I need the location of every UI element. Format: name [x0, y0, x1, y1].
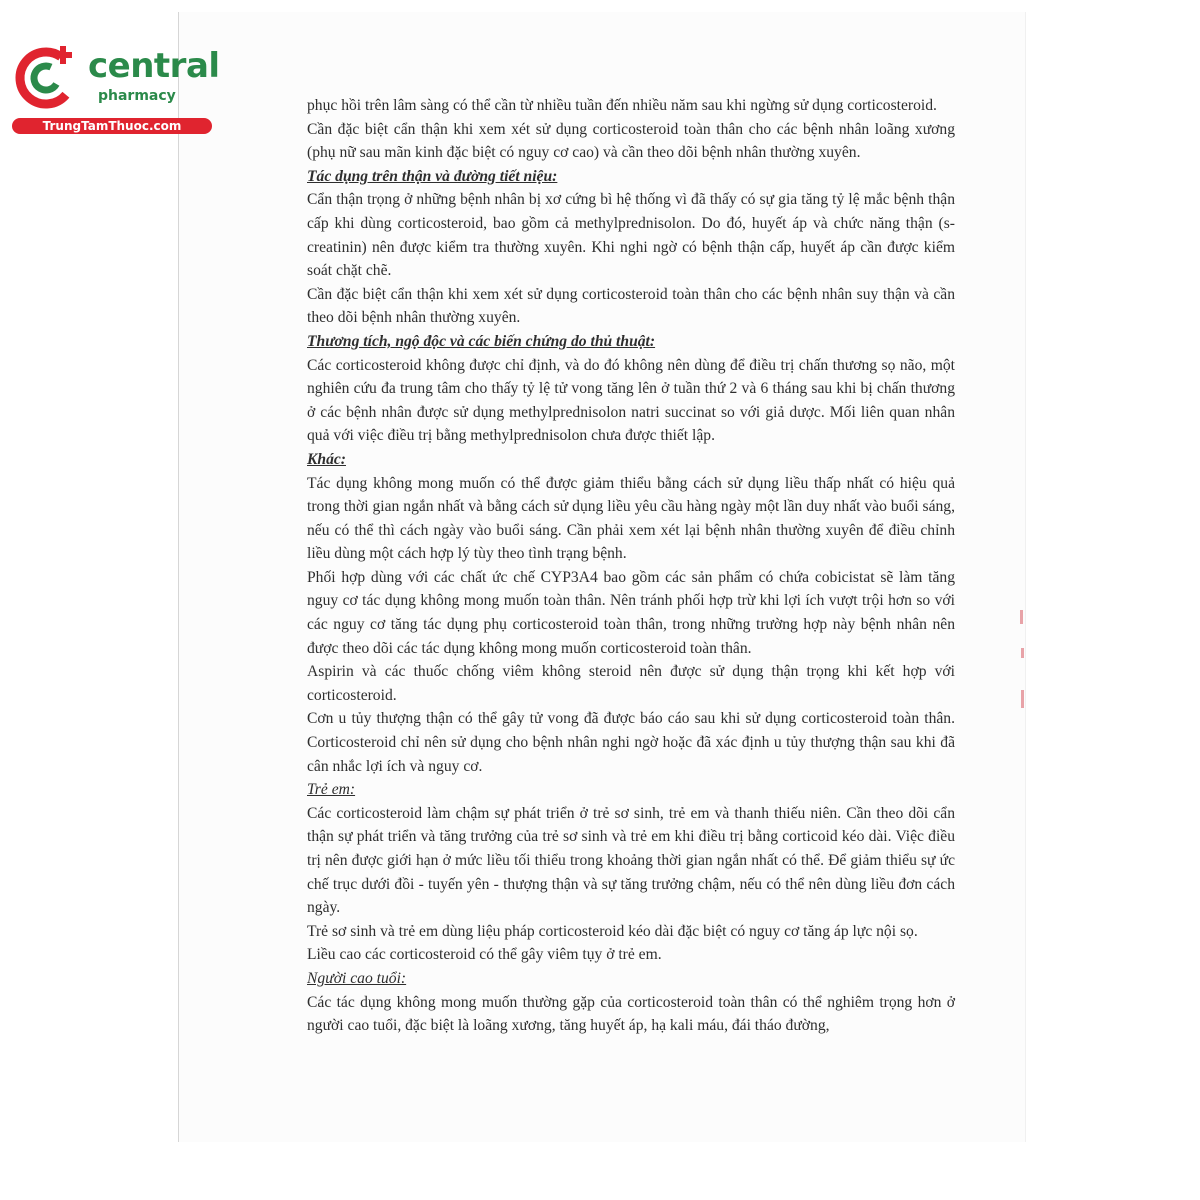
- paragraph: phục hồi trên lâm sàng có thể cần từ nhiều tuần đến nhiều năm sau khi ngừng sử dụng corticosteroid.: [307, 97, 937, 114]
- edge-artifact: [1020, 610, 1023, 624]
- document-body: [307, 94, 955, 1038]
- section-heading: Trẻ em:: [307, 781, 356, 799]
- section-heading: Tác dụng trên thận và đường tiết niệu:: [307, 167, 558, 185]
- brand-subtitle: pharmacy: [98, 88, 176, 104]
- paragraph: Các tác dụng không mong muốn thường gặp của corticosteroid toàn thân có thể nghiêm trọng hơn ở người cao tuổi, đặc biệt là loãng xương, tăng huyết áp, hạ kali máu, đái tháo đường,: [307, 993, 955, 1035]
- edge-artifact: [1021, 648, 1024, 658]
- paragraph: Cơn u tủy thượng thận có thể gây tử vong đã được báo cáo sau khi sử dụng corticosteroid toàn thân. Corticosteroid chỉ nên sử dụng cho bệnh nhân nghi ngờ hoặc đã xác định u tủy thượng thận sau khi đã cân nhắc lợi ích và nguy cơ.: [307, 710, 955, 775]
- paragraph: Tác dụng không mong muốn có thể được giảm thiểu bằng cách sử dụng liều thấp nhất có hiệu quả trong thời gian ngắn nhất và bằng cách sử dụng liều yêu cầu hàng ngày một lần duy nhất vào buổi sáng, nếu có thể thì cách ngày vào buổi sáng. Cần phải xem xét lại bệnh nhân thường xuyên để điều chỉnh liều dùng một cách hợp lý tùy theo tình trạng bệnh.: [307, 474, 955, 563]
- paragraph: Cần đặc biệt cẩn thận khi xem xét sử dụng corticosteroid toàn thân cho các bệnh nhân loãng xương (phụ nữ sau mãn kinh đặc biệt có nguy cơ cao) và cần theo dõi bệnh nhân thường xuyên.: [307, 120, 955, 162]
- edge-artifact: [1021, 690, 1024, 708]
- paragraph: Liều cao các corticosteroid có thể gây viêm tụy ở trẻ em.: [307, 946, 662, 964]
- section-heading: Khác:: [307, 450, 346, 468]
- brand-website-badge: TrungTamThuoc.com: [12, 118, 212, 134]
- brand-name: central: [88, 46, 220, 86]
- paragraph: Các corticosteroid không được chỉ định, và do đó không nên dùng để điều trị chấn thương sọ não, một nghiên cứu đa trung tâm cho thấy tỷ lệ tử vong tăng lên ở tuần thứ 2 và 6 tháng sau khi bị chấn thương ở các bệnh nhân được sử dụng methylprednisolon natri succinat so với giả dược. Mối liên quan nhân quả với việc điều trị bằng methylprednisolon chưa được thiết lập.: [307, 356, 955, 445]
- section-heading: Thương tích, ngộ độc và các biến chứng do thủ thuật:: [307, 332, 656, 350]
- paragraph: Aspirin và các thuốc chống viêm không steroid nên được sử dụng thận trọng khi kết hợp với corticosteroid.: [307, 663, 955, 704]
- paragraph: Trẻ sơ sinh và trẻ em dùng liệu pháp corticosteroid kéo dài đặc biệt có nguy cơ tăng áp lực nội sọ.: [307, 922, 918, 940]
- paragraph: Phối hợp dùng với các chất ức chế CYP3A4 bao gồm các sản phẩm có chứa cobicistat sẽ làm tăng nguy cơ tác dụng không mong muốn toàn thân. Nên tránh phối hợp trừ khi lợi ích vượt trội hơn so với các nguy cơ tăng tác dụng phụ corticosteroid toàn thân, trong những trường hợp này bệnh nhân nên được theo dõi các tác dụng không mong muốn corticosteroid toàn thân.: [307, 568, 955, 657]
- paragraph: Các corticosteroid làm chậm sự phát triển ở trẻ sơ sinh, trẻ em và thanh thiếu niên. Cần theo dõi cẩn thận sự phát triển và tăng trưởng của trẻ sơ sinh và trẻ em khi điều trị bằng corticoid kéo dài. Việc điều trị nên được giới hạn ở mức liều tối thiểu trong khoảng thời gian ngắn nhất có thể. Để giảm thiểu sự ức chế trục dưới đồi - tuyến yên - thượng thận và sự tăng trưởng chậm, nếu có thể nên dùng liều đơn cách ngày.: [307, 804, 955, 917]
- section-heading: Người cao tuổi:: [307, 969, 407, 987]
- central-pharmacy-logo: [8, 36, 218, 136]
- pharmacy-cross-logo-icon: [12, 40, 82, 110]
- paragraph: Cẩn thận trọng ở những bệnh nhân bị xơ cứng bì hệ thống vì đã thấy có sự gia tăng tỷ lệ mắc bệnh thận cấp khi dùng corticosteroid, bao gồm cả methylprednisolon. Do đó, huyết áp và chức năng thận (s-creatinin) nên được kiểm tra thường xuyên. Khi nghi ngờ có bệnh thận cấp, huyết áp cần được kiểm soát chặt chẽ.: [307, 191, 955, 280]
- paragraph: Cần đặc biệt cẩn thận khi xem xét sử dụng corticosteroid toàn thân cho các bệnh nhân suy thận và cần theo dõi bệnh nhân thường xuyên.: [307, 285, 955, 327]
